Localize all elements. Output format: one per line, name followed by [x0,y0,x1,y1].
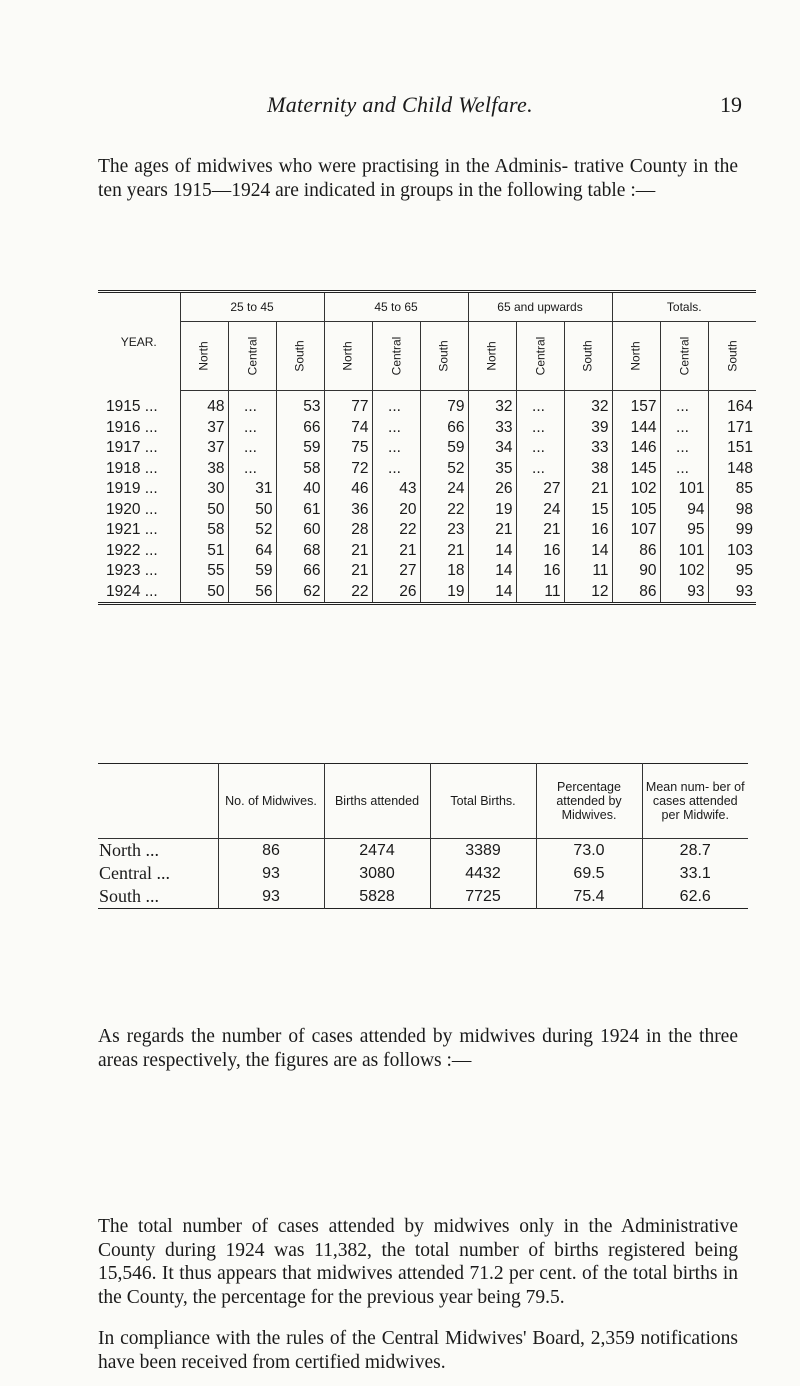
area-subheader-label: North [485,341,499,371]
year-cell: 1918 ... [106,459,158,477]
count-cell: 35 [468,459,516,480]
count-cell: 30 [180,479,228,500]
area-subheader [324,322,372,391]
count-cell: 11 [564,561,612,582]
area-subheader-label: North [629,341,643,371]
count-cell: 75 [324,438,372,459]
count-cell: 93 [660,582,708,604]
count-cell: 79 [420,391,468,418]
value-cell: 73.0 [536,839,642,863]
intro-paragraph: The ages of midwives who were practising in the Adminis- trative County in the ten years 1915—1924 are indicated in groups in the following table :— [98,156,738,201]
count-cell: 55 [180,561,228,582]
count-cell: 23 [420,520,468,541]
area-subheader [180,322,228,391]
count-cell: 21 [564,479,612,500]
count-cell: 27 [372,561,420,582]
count-cell: 102 [612,479,660,500]
count-cell: ... [516,418,564,439]
count-cell: 20 [372,500,420,521]
count-cell: 15 [564,500,612,521]
value-cell: 69.5 [536,862,642,885]
count-cell: 50 [180,500,228,521]
value-cell: 93 [218,862,324,885]
year-cell: 1922 ... [106,541,158,559]
count-cell: 37 [180,418,228,439]
count-cell: ... [660,438,708,459]
area-subheader-label: South [580,340,595,372]
count-cell: 21 [516,520,564,541]
group-header: Totals. [612,292,756,322]
count-cell: 107 [612,520,660,541]
count-cell: 48 [180,391,228,418]
value-cell: 93 [218,885,324,909]
count-cell: 37 [180,438,228,459]
count-cell: ... [228,391,276,418]
count-cell: ... [660,459,708,480]
table-row [98,541,756,562]
count-cell: 14 [468,541,516,562]
count-cell: 56 [228,582,276,604]
count-cell: 86 [612,541,660,562]
count-cell: 61 [276,500,324,521]
count-cell: 64 [228,541,276,562]
year-cell: 1923 ... [106,562,158,580]
count-cell: 66 [276,561,324,582]
count-cell: 16 [564,520,612,541]
count-cell: 22 [420,500,468,521]
count-cell: 157 [612,391,660,418]
count-cell: 62 [276,582,324,604]
area-subheader [660,322,708,391]
count-cell: 40 [276,479,324,500]
count-cell: 32 [468,391,516,418]
count-cell: 95 [708,561,756,582]
count-cell: 43 [372,479,420,500]
count-cell: 26 [468,479,516,500]
count-cell: 36 [324,500,372,521]
count-cell: ... [516,391,564,418]
value-cell: 5828 [324,885,430,909]
count-cell: 74 [324,418,372,439]
midwife-age-table [98,290,756,605]
summary-paragraph: The total number of cases attended by midwives only in the Administrative County during 1924 was 11,382, the total number of births registered being 15,546. It thus appears that midwives attended 71.2 per cent. of the total births in the County, the percentage for the previous year being 79.5. [98,1216,738,1308]
area-subheader [468,322,516,391]
page-number: 19 [720,92,742,117]
area-cell: South ... [99,886,160,906]
count-cell: 52 [228,520,276,541]
count-cell: 85 [708,479,756,500]
count-cell: 21 [372,541,420,562]
count-cell: 21 [420,541,468,562]
year-cell: 1915 ... [106,398,158,415]
count-cell: 72 [324,459,372,480]
value-cell: 2474 [324,839,430,863]
count-cell: 95 [660,520,708,541]
count-cell: 94 [660,500,708,521]
year-cell: 1917 ... [106,439,158,457]
table-row [98,582,756,604]
count-cell: 99 [708,520,756,541]
count-cell: 18 [420,561,468,582]
count-cell: 59 [228,561,276,582]
table-row [98,885,748,909]
count-cell: 86 [612,582,660,604]
count-cell: ... [228,459,276,480]
count-cell: 24 [420,479,468,500]
count-cell: ... [516,438,564,459]
count-cell: 51 [180,541,228,562]
count-cell: 38 [564,459,612,480]
area-subheader [420,322,468,391]
table-row [98,520,756,541]
count-cell: 26 [372,582,420,604]
count-cell: 103 [708,541,756,562]
count-cell: 164 [708,391,756,418]
page-title: Maternity and Child Welfare. [267,92,533,117]
table-row [98,418,756,439]
column-header: Mean num- ber of cases attended per Midwife. [642,764,748,839]
area-subheader-label: Central [533,336,547,376]
year-cell: 1919 ... [106,480,158,498]
count-cell: ... [516,459,564,480]
count-cell: 146 [612,438,660,459]
table-row [98,839,748,863]
area-subheader-label: North [197,341,211,371]
table-row [98,391,756,418]
count-cell: 14 [564,541,612,562]
area-subheader [516,322,564,391]
area-subheader [276,322,324,391]
year-column-header: YEAR. [120,334,157,349]
count-cell: 34 [468,438,516,459]
table-row [98,561,756,582]
area-subheader-label: South [292,340,307,372]
count-cell: 21 [324,541,372,562]
count-cell: 148 [708,459,756,480]
count-cell: 145 [612,459,660,480]
area-subheader-label: South [725,340,740,372]
value-cell: 86 [218,839,324,863]
area-subheader-label: Central [389,336,403,376]
group-header: 25 to 45 [180,292,324,322]
count-cell: ... [372,438,420,459]
value-cell: 3389 [430,839,536,863]
area-cell: Central ... [99,863,170,883]
count-cell: 21 [468,520,516,541]
value-cell: 3080 [324,862,430,885]
count-cell: 77 [324,391,372,418]
cases-paragraph: As regards the number of cases attended by midwives during 1924 in the three areas respectively, the figures are as follows :— [98,1026,738,1071]
count-cell: ... [372,418,420,439]
count-cell: 59 [276,438,324,459]
year-cell: 1924 ... [106,582,158,600]
count-cell: 66 [276,418,324,439]
area-subheader [708,322,756,391]
value-cell: 33.1 [642,862,748,885]
count-cell: 16 [516,541,564,562]
count-cell: ... [228,438,276,459]
count-cell: 151 [708,438,756,459]
count-cell: 12 [564,582,612,604]
area-cell: North ... [99,840,159,860]
count-cell: 28 [324,520,372,541]
area-subheader-label: North [341,341,355,371]
area-subheader-label: Central [245,336,259,376]
count-cell: 93 [708,582,756,604]
table-row [98,862,748,885]
count-cell: 27 [516,479,564,500]
count-cell: 68 [276,541,324,562]
count-cell: 14 [468,561,516,582]
blank-header-cell [98,764,218,839]
count-cell: ... [228,418,276,439]
count-cell: 32 [564,391,612,418]
count-cell: ... [372,391,420,418]
count-cell: ... [660,418,708,439]
count-cell: 22 [372,520,420,541]
column-header: Total Births. [430,764,536,839]
count-cell: 50 [180,582,228,604]
group-header: 65 and upwards [468,292,612,322]
value-cell: 75.4 [536,885,642,909]
value-cell: 4432 [430,862,536,885]
cases-attended-table [98,763,748,909]
table-row [98,438,756,459]
count-cell: 11 [516,582,564,604]
count-cell: 102 [660,561,708,582]
column-header: No. of Midwives. [218,764,324,839]
count-cell: 14 [468,582,516,604]
count-cell: 21 [324,561,372,582]
count-cell: 59 [420,438,468,459]
value-cell: 62.6 [642,885,748,909]
count-cell: 39 [564,418,612,439]
column-header: Births attended [324,764,430,839]
area-subheader-label: South [436,340,451,372]
count-cell: 52 [420,459,468,480]
count-cell: 60 [276,520,324,541]
area-subheader [228,322,276,391]
count-cell: 46 [324,479,372,500]
count-cell: 171 [708,418,756,439]
notifications-paragraph: In compliance with the rules of the Central Midwives' Board, 2,359 notifications have been received from certified midwives. [98,1328,738,1373]
count-cell: ... [660,391,708,418]
year-cell: 1920 ... [106,500,158,518]
group-header: 45 to 65 [324,292,468,322]
count-cell: 31 [228,479,276,500]
year-cell: 1916 ... [106,418,158,436]
count-cell: 66 [420,418,468,439]
count-cell: 101 [660,541,708,562]
table-row [98,459,756,480]
area-subheader [564,322,612,391]
count-cell: 33 [468,418,516,439]
count-cell: 22 [324,582,372,604]
count-cell: 58 [180,520,228,541]
table-row [98,500,756,521]
count-cell: 144 [612,418,660,439]
count-cell: 53 [276,391,324,418]
count-cell: ... [372,459,420,480]
area-subheader-label: Central [677,336,691,376]
count-cell: 38 [180,459,228,480]
count-cell: 50 [228,500,276,521]
count-cell: 24 [516,500,564,521]
count-cell: 105 [612,500,660,521]
count-cell: 98 [708,500,756,521]
table-row [98,479,756,500]
count-cell: 19 [420,582,468,604]
count-cell: 101 [660,479,708,500]
area-subheader [372,322,420,391]
count-cell: 90 [612,561,660,582]
count-cell: 33 [564,438,612,459]
area-subheader [612,322,660,391]
year-cell: 1921 ... [106,521,158,539]
count-cell: 19 [468,500,516,521]
value-cell: 28.7 [642,839,748,863]
value-cell: 7725 [430,885,536,909]
column-header: Percentage attended by Midwives. [536,764,642,839]
count-cell: 58 [276,459,324,480]
count-cell: 16 [516,561,564,582]
